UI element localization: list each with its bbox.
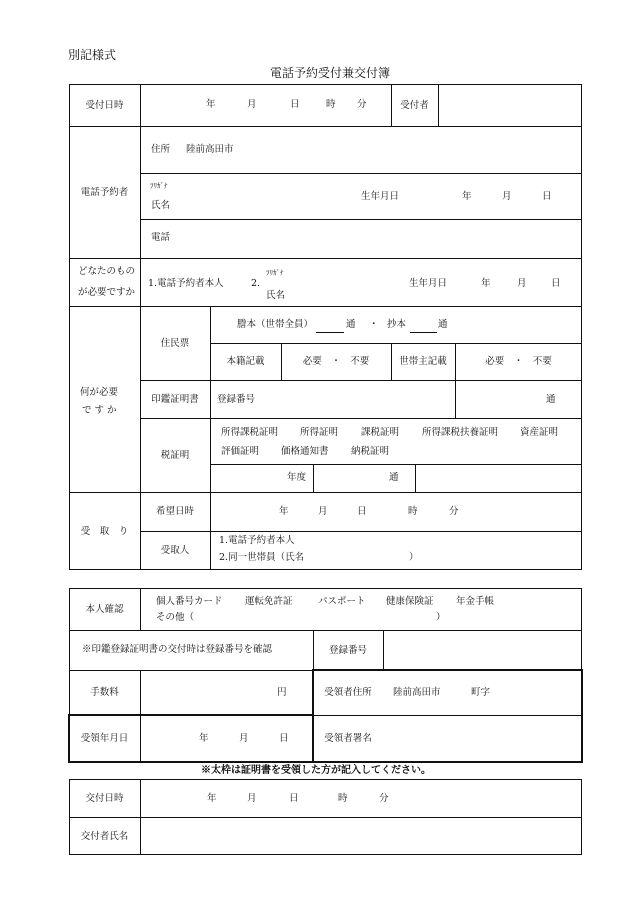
desired-datetime-label: 希望日時: [155, 506, 194, 517]
whose-option-other[interactable]: 2.: [251, 278, 261, 289]
whose-name-label: 氏名: [266, 290, 286, 301]
unit-year: 年: [206, 99, 216, 110]
caller-address-field[interactable]: [245, 130, 575, 170]
recipient-label: 受取人: [160, 545, 190, 556]
household-head-label: 世帯主記載: [399, 356, 447, 367]
issue-month: 月: [247, 793, 257, 804]
tax-fiscal-year-label: 年度: [287, 472, 307, 483]
unit-day: 日: [290, 99, 300, 110]
inkan-note-reg-no-field[interactable]: [386, 633, 578, 667]
what-label-line1: 何が必要: [80, 387, 119, 398]
desired-minute: 分: [449, 506, 459, 517]
inkan-copies-unit: 通: [546, 394, 556, 405]
whose-birth-month: 月: [517, 278, 527, 289]
identity-label: 本人確認: [85, 603, 124, 615]
tax-copies-unit: 通: [389, 472, 399, 483]
caller-birth-year: 年: [462, 191, 472, 202]
issue-year: 年: [207, 793, 217, 804]
caller-birth-day: 日: [542, 191, 552, 202]
juminhyo-separator: ・: [369, 319, 379, 330]
issuer-name-label: 交付者氏名: [80, 830, 129, 842]
fee-yen-unit: 円: [277, 687, 287, 698]
identity-doc-3[interactable]: 健康保険証: [386, 596, 434, 607]
inkan-reg-no-field[interactable]: [262, 383, 450, 415]
thick-frame-note: ※太枠は証明書を受領した方が記入してください。: [201, 765, 431, 776]
whose-name-field[interactable]: [292, 264, 392, 302]
whose-birth-day: 日: [551, 278, 561, 289]
receiver-signature-label: 受領者署名: [324, 733, 372, 744]
caller-phone-label: 電話: [151, 232, 171, 243]
juminhyo-copy-abstract: 抄本: [387, 319, 407, 330]
inkan-note: ※印鑑登録証明書の交付時は登録番号を確認: [82, 644, 273, 655]
received-day: 日: [279, 733, 289, 744]
tax-item-1[interactable]: 所得証明: [300, 427, 339, 438]
desired-day: 日: [357, 506, 367, 517]
juminhyo-abstract-unit: 通: [438, 319, 448, 330]
juminhyo-full-count-field[interactable]: [316, 332, 344, 333]
receiver-label: 受付者: [400, 99, 429, 111]
identity-doc-0[interactable]: 個人番号カード: [156, 596, 223, 607]
whose-birth-year: 年: [481, 278, 491, 289]
honseki-label: 本籍記載: [226, 356, 265, 367]
fee-label: 手数料: [90, 687, 119, 698]
whose-option-self[interactable]: 1.電話予約者本人: [148, 278, 224, 289]
whose-birthdate-label: 生年月日: [409, 278, 448, 289]
pickup-label: 受 取 り: [80, 525, 129, 537]
desired-month: 月: [318, 506, 328, 517]
tax-item-6[interactable]: 価格通知書: [281, 446, 329, 457]
desired-year: 年: [279, 506, 289, 517]
identity-doc-4[interactable]: 年金手帳: [456, 596, 495, 607]
received-month: 月: [239, 733, 249, 744]
unit-hour: 時: [326, 99, 336, 110]
page-title: 電話予約受付兼交付簿: [270, 66, 391, 80]
tax-item-0[interactable]: 所得課税証明: [221, 427, 279, 438]
unit-month: 月: [247, 99, 257, 110]
recipient-option-household[interactable]: 2.同一世帯員（氏名: [219, 552, 305, 563]
honseki-option[interactable]: 必要 ・ 不要: [302, 356, 370, 367]
identity-doc-2[interactable]: パスポート: [318, 596, 366, 607]
tax-item-7[interactable]: 納税証明: [351, 446, 390, 457]
inkan-reg-no-label: 登録番号: [217, 394, 256, 405]
issuer-name-field[interactable]: [143, 820, 578, 852]
caller-phone-field[interactable]: [180, 222, 575, 256]
caller-address-value: 陸前高田市: [186, 144, 234, 155]
caller-name-label: 氏名: [151, 200, 171, 211]
caller-address-label: 住所: [151, 144, 171, 155]
recipient-option-self[interactable]: 1.電話予約者本人: [219, 535, 295, 546]
caller-birth-month: 月: [502, 191, 512, 202]
recipient-option-close: ）: [409, 552, 419, 563]
issue-datetime-label: 交付日時: [85, 792, 124, 804]
juminhyo-copy-full: 謄本（世帯全員）: [237, 319, 314, 330]
caller-furigana-label: ﾌﾘｶﾞﾅ: [150, 182, 168, 190]
what-label-line2: で す か: [82, 405, 117, 416]
identity-other-close: ）: [436, 612, 446, 623]
caller-birthdate-label: 生年月日: [361, 191, 400, 202]
receiver-address-label: 受領者住所: [324, 687, 372, 698]
caller-name-field[interactable]: [180, 178, 350, 216]
unit-minute: 分: [357, 99, 367, 110]
juminhyo-label: 住民票: [160, 337, 190, 349]
receiver-town-suffix: 町字: [471, 687, 491, 698]
receiver-field[interactable]: [440, 86, 580, 124]
tax-item-3[interactable]: 所得課税扶養証明: [422, 427, 499, 438]
reception-datetime-label: 受付日時: [85, 99, 124, 111]
tax-item-2[interactable]: 課税証明: [361, 427, 400, 438]
identity-other-open[interactable]: その他（: [156, 612, 195, 623]
issue-day: 日: [289, 793, 299, 804]
tax-item-4[interactable]: 資産証明: [520, 427, 559, 438]
inkan-note-reg-no-label: 登録番号: [328, 644, 367, 656]
issue-hour: 時: [338, 793, 348, 804]
form-label: 別記様式: [68, 48, 117, 62]
household-head-option[interactable]: 必要 ・ 不要: [485, 356, 552, 367]
desired-hour: 時: [408, 506, 418, 517]
identity-doc-1[interactable]: 運転免許証: [245, 596, 293, 607]
whose-furigana-label: ﾌﾘｶﾞﾅ: [266, 269, 284, 277]
caller-label: 電話予約者: [80, 186, 129, 198]
receiver-address-value: 陸前高田市: [393, 687, 441, 698]
issue-minute: 分: [379, 793, 389, 804]
tax-label: 税証明: [160, 449, 190, 461]
whose-label-line1: どなたのもの: [78, 266, 136, 277]
whose-label-line2: が必要ですか: [78, 287, 136, 298]
tax-item-5[interactable]: 評価証明: [221, 446, 260, 457]
received-year: 年: [199, 733, 209, 744]
receiver-thick-frame-right: [312, 669, 583, 763]
receiver-thick-frame-left: [68, 714, 314, 763]
juminhyo-full-unit: 通: [346, 319, 356, 330]
inkan-label: 印鑑証明書: [151, 393, 199, 405]
juminhyo-abstract-count-field[interactable]: [410, 332, 437, 333]
received-date-label: 受領年月日: [80, 733, 129, 744]
